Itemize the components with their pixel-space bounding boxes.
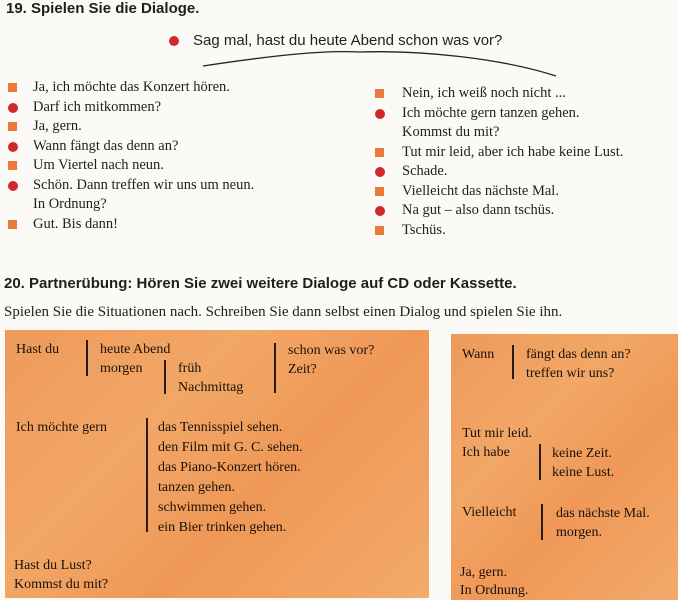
phrase-tut-mir-leid: Tut mir leid.	[462, 426, 532, 441]
activity-item: das Piano-Konzert hören.	[158, 460, 301, 475]
handwritten-arc	[0, 0, 678, 90]
activity-item: den Film mit G. C. sehen.	[158, 440, 303, 455]
phrase-heute-abend: heute Abend	[100, 342, 171, 357]
dialogue-line: Kommst du mit?	[402, 124, 500, 140]
phrase-vielleicht: Vielleicht	[462, 505, 517, 520]
dialogue-line: Na gut – also dann tschüs.	[402, 202, 555, 218]
divider	[512, 345, 514, 379]
divider	[146, 418, 148, 532]
dialogue-line: Gut. Bis dann!	[33, 215, 118, 232]
phrase-treffen-wir-uns: treffen wir uns?	[526, 366, 615, 381]
red-dot-marker	[375, 167, 385, 177]
dialogue-line: Um Viertel nach neun.	[33, 157, 164, 173]
exercise-19-title: 19. Spielen Sie die Dialoge.	[6, 0, 200, 17]
divider	[86, 340, 88, 376]
phrase-nachmittag: Nachmittag	[178, 380, 244, 395]
divider	[164, 360, 166, 394]
dialogue-line: Darf ich mitkommen?	[33, 98, 162, 115]
orange-square-marker	[8, 122, 17, 131]
phrase-morgen: morgen	[100, 361, 143, 376]
phrase-keine-zeit: keine Zeit.	[552, 446, 612, 461]
phrase-ich-habe: Ich habe	[462, 445, 510, 460]
orange-square-marker	[8, 83, 17, 92]
dialogue-line: Tschüs.	[402, 221, 446, 238]
dialogue-line: Wann fängt das denn an?	[33, 137, 179, 154]
divider	[274, 343, 276, 393]
dialogue-line: Nein, ich weiß noch nicht ...	[402, 85, 566, 101]
divider	[541, 504, 543, 540]
phrase-frueh: früh	[178, 361, 202, 376]
phrase-das-naechste-mal: das nächste Mal.	[556, 506, 650, 521]
activity-item: tanzen gehen.	[158, 480, 235, 495]
phrase-zeit: Zeit?	[288, 362, 317, 377]
dialogue-line: Schade.	[402, 163, 448, 179]
orange-square-marker	[375, 226, 384, 235]
exercise-19-prompt: Sag mal, hast du heute Abend schon was vor?	[193, 32, 503, 49]
activity-item: das Tennisspiel sehen.	[158, 420, 283, 435]
divider	[539, 444, 541, 480]
red-dot-marker	[8, 142, 18, 152]
phrase-faengt-das-an: fängt das denn an?	[526, 347, 631, 362]
dialogue-line: Vielleicht das nächste Mal.	[402, 182, 559, 199]
phrase-schon-was-vor: schon was vor?	[288, 343, 375, 358]
dialogue-line: Ja, ich möchte das Konzert hören.	[33, 79, 230, 95]
phrase-kommst-du-mit: Kommst du mit?	[14, 577, 109, 592]
red-dot-marker	[8, 181, 18, 191]
exercise-20-title: 20. Partnerübung: Hören Sie zwei weitere Dialoge auf CD oder Kassette.	[4, 275, 517, 292]
dialogue-line: Ich möchte gern tanzen gehen.	[402, 104, 580, 121]
red-dot-marker	[375, 109, 385, 119]
dialogue-line: In Ordnung?	[33, 196, 107, 212]
phrase-ja-gern: Ja, gern.	[460, 565, 508, 580]
activity-item: ein Bier trinken gehen.	[158, 520, 287, 535]
activity-item: schwimmen gehen.	[158, 500, 267, 515]
dialogue-line: Schön. Dann treffen wir uns um neun.	[33, 176, 255, 193]
orange-square-marker	[8, 220, 17, 229]
orange-square-marker	[375, 89, 384, 98]
phrase-hast-du-lust: Hast du Lust?	[14, 558, 92, 573]
phrase-keine-lust: keine Lust.	[552, 465, 615, 480]
orange-square-marker	[375, 148, 384, 157]
orange-square-marker	[8, 161, 17, 170]
orange-square-marker	[375, 187, 384, 196]
exercise-20-instruction: Spielen Sie die Situationen nach. Schreiben Sie dann selbst einen Dialog und spielen Sie ihn.	[4, 304, 563, 320]
red-dot-marker	[375, 206, 385, 216]
dialogue-line: Ja, gern.	[33, 118, 82, 134]
phrase-ich-moechte-gern: Ich möchte gern	[16, 420, 107, 435]
phrase-morgen: morgen.	[556, 525, 603, 540]
dialogue-line: Tut mir leid, aber ich habe keine Lust.	[402, 143, 624, 160]
phrase-wann: Wann	[462, 347, 495, 362]
phrase-in-ordnung: In Ordnung.	[460, 583, 529, 598]
red-dot-marker	[8, 103, 18, 113]
phrase-hast-du: Hast du	[16, 342, 60, 357]
